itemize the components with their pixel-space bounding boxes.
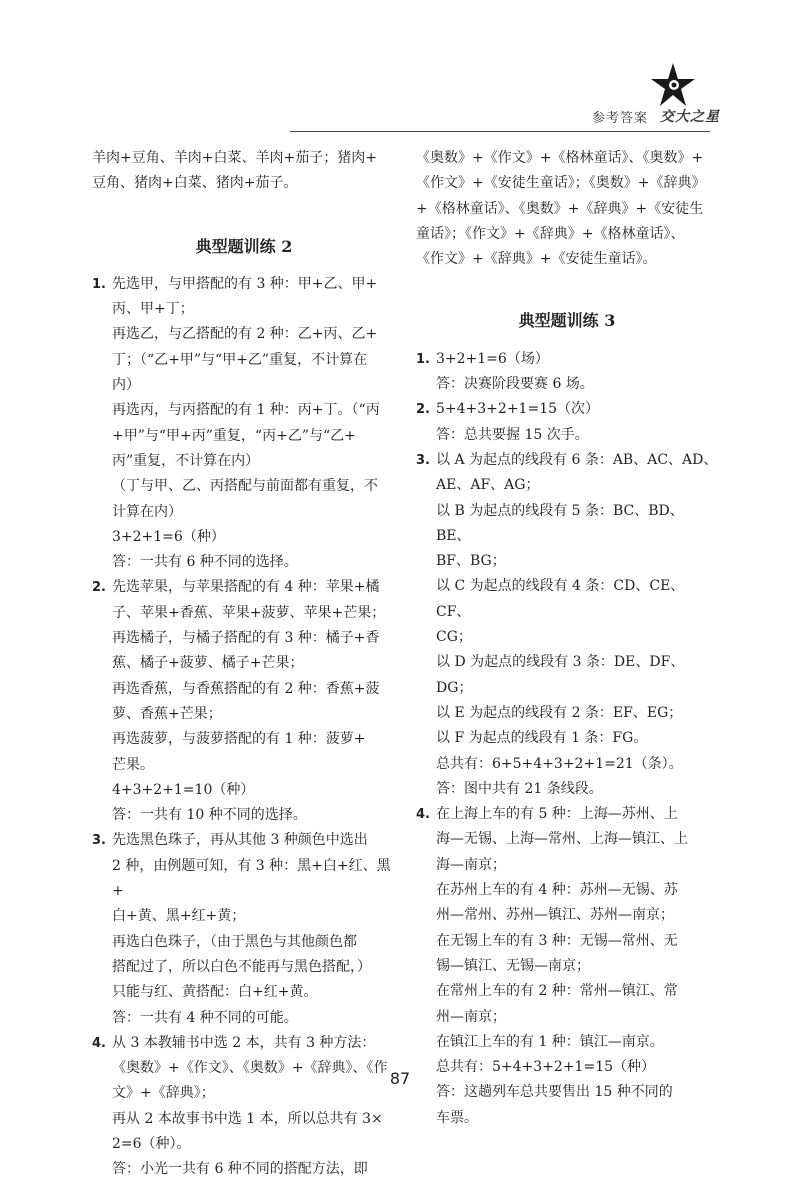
question-item [416,347,718,398]
question-number: 3. [416,452,430,468]
text-line: 从 3 本教辅书中选 2 本，共有 3 种方法： [112,1034,376,1051]
text-line: 文》+《辞典》； [112,1085,215,1102]
text-line: 子、苹果+香蕉、苹果+菠萝、苹果+芒果； [112,604,386,621]
text-line: 羊肉+豆角、羊肉+白菜、羊肉+茄子；猪肉+ [92,150,377,166]
question-number: 2. [416,402,430,418]
text-line: 只能与红、黄搭配：白+红+黄。 [112,984,318,1001]
text-line: 总共有：5+4+3+2+1=15（种） [436,1059,656,1076]
text-line: 4+3+2+1=10（种） [112,781,255,798]
left-column [92,146,396,1183]
text-line: 搭配过了，所以白色不能再与黑色搭配，） [112,958,371,975]
text-line: 车票。 [436,1109,478,1126]
text-line: 蕉、橘子+菠萝、橘子+芒果； [112,655,304,672]
text-line: 萝、香蕉+芒果； [112,705,222,722]
question-number: 4. [416,807,430,823]
text-line: AE、AF、AG； [436,477,540,494]
text-line: 内） [112,377,140,394]
text-line: 再选香蕉，与香蕉搭配的有 2 种：香蕉+菠 [112,680,380,697]
text-line: 答：一共有 4 种不同的可能。 [112,1009,298,1026]
text-line: 2=6（种）。 [112,1135,191,1152]
question-item [92,272,396,576]
page-header [0,0,800,140]
text-line: 2 种，由例题可知，有 3 种：黑+白+红、黑+ [112,857,391,900]
text-line: 以 A 为起点的线段有 6 条：AB、AC、AD、 [436,451,718,468]
text-line: 再选丙，与丙搭配的有 1 种：丙+丁。（“丙 [112,402,380,419]
text-line: 豆角、猪肉+白菜、猪肉+茄子。 [92,175,298,192]
text-line: 以 F 为起点的线段有 1 条：FG。 [436,730,648,747]
text-line: 答：小光一共有 6 种不同的搭配方法，即 [112,1161,368,1178]
text-line: 以 C 为起点的线段有 4 条：CD、CE、CF、 [436,578,685,620]
text-line: 3+2+1=6（种） [112,528,225,545]
text-line: 再选橘子，与橘子搭配的有 3 种：橘子+香 [112,630,380,647]
right-column [416,146,718,1131]
text-line: 再选菠萝，与菠萝搭配的有 1 种：菠萝+ [112,731,366,748]
text-line: 再选白色珠子，（由于黑色与其他颜色都 [112,933,357,950]
question-item [416,448,718,802]
text-line: 先选甲，与甲搭配的有 3 种：甲+乙、甲+ [112,275,378,292]
text-line: 《作文》+《安徒生童话》；《奥数》+《辞典》 [416,175,706,192]
text-line: 在镇江上车的有 1 种：镇江—南京。 [436,1033,664,1050]
text-line: 在上海上车的有 5 种：上海—苏州、上 [436,806,678,823]
text-line: 计算在内） [112,503,182,520]
question-item [92,575,396,828]
text-line: 《作文》+《辞典》+《安徒生童话》。 [416,251,657,268]
text-line: 答：一共有 10 种不同的选择。 [112,807,307,824]
text-line: 答：一共有 6 种不同的选择。 [112,554,298,571]
text-line: 先选苹果，与苹果搭配的有 4 种：苹果+橘 [112,579,380,596]
text-line: 海—南京； [436,856,506,873]
question-number: 3. [92,833,106,849]
question-number: 2. [92,580,106,596]
text-line: 锡—镇江、无锡—南京； [436,957,590,974]
text-line: 先选黑色珠子，再从其他 3 种颜色中选出 [112,832,368,849]
text-line: 白+黄、黑+红+黄； [112,908,246,925]
left-intro [92,146,396,197]
question-number: 1. [92,276,106,292]
question-number: 1. [416,351,430,367]
text-line: 再选乙，与乙搭配的有 2 种：乙+丙、乙+ [112,326,378,343]
text-line: 再从 2 本故事书中选 1 本，所以总共有 3× [112,1110,383,1127]
right-intro [416,146,718,272]
page-number: 87 [389,1069,411,1088]
text-line: 答：决赛阶段要赛 6 场。 [436,376,594,393]
question-item [92,1031,396,1183]
text-line: 州—南京； [436,1008,506,1025]
question-number: 4. [92,1035,106,1051]
text-line: 答：图中共有 21 条线段。 [436,780,603,797]
text-line: +甲”与“甲+丙”重复，“丙+乙”与“乙+ [112,427,356,444]
text-line: 州—常州、苏州—镇江、苏州—南京； [436,907,674,924]
text-line: +《格林童话》、《奥数》+《辞典》+《安徒生 [416,200,704,217]
text-line: 丁；（“乙+甲”与“甲+乙”重复，不计算在 [112,351,368,368]
text-line: 丙、甲+丁； [112,301,194,318]
section-title: 典型题训练 2 [195,236,293,256]
star-logo-icon [650,62,696,108]
text-line: 3+2+1=6（场） [436,350,549,367]
text-line: 《奥数》+《作文》+《格林童话》、《奥数》+ [416,150,704,166]
text-line: CG； [436,629,472,646]
question-item [92,828,396,1030]
text-line: 以 E 为起点的线段有 2 条：EF、EG； [436,704,683,721]
text-line: 答：总共要握 15 次手。 [436,426,589,443]
text-line: BF、BG； [436,553,506,570]
text-line: 在常州上车的有 2 种：常州—镇江、常 [436,983,678,1000]
text-line: 5+4+3+2+1=15（次） [436,401,600,418]
text-line: 总共有：6+5+4+3+2+1=21（条）。 [436,755,683,772]
section-title: 典型题训练 3 [518,311,616,331]
text-line: 海—无锡、上海—常州、上海—镇江、上 [436,831,688,848]
header-title: 参考答案 [592,111,649,126]
text-line: 在无锡上车的有 3 种：无锡—常州、无 [436,932,678,949]
text-line: 以 B 为起点的线段有 5 条：BC、BD、BE、 [436,502,684,544]
text-line: 芒果。 [112,756,154,773]
text-line: 以 D 为起点的线段有 3 条：DE、DF、DG； [436,654,685,696]
text-line: 答：这趟列车总共要售出 15 种不同的 [436,1084,673,1101]
header-brand: 交大之星 [660,109,720,125]
header-rule [290,131,710,132]
text-line: 《奥数》+《作文》、《奥数》+《辞典》、《作 [112,1060,388,1077]
text-line: 童话》；《作文》+《辞典》+《格林童话》、 [416,225,685,242]
text-line: （丁与甲、乙、丙搭配与前面都有重复，不 [112,478,378,495]
text-line: 丙”重复，不计算在内） [112,452,260,469]
question-item [416,397,718,448]
text-line: 在苏州上车的有 4 种：苏州—无锡、苏 [436,882,678,899]
